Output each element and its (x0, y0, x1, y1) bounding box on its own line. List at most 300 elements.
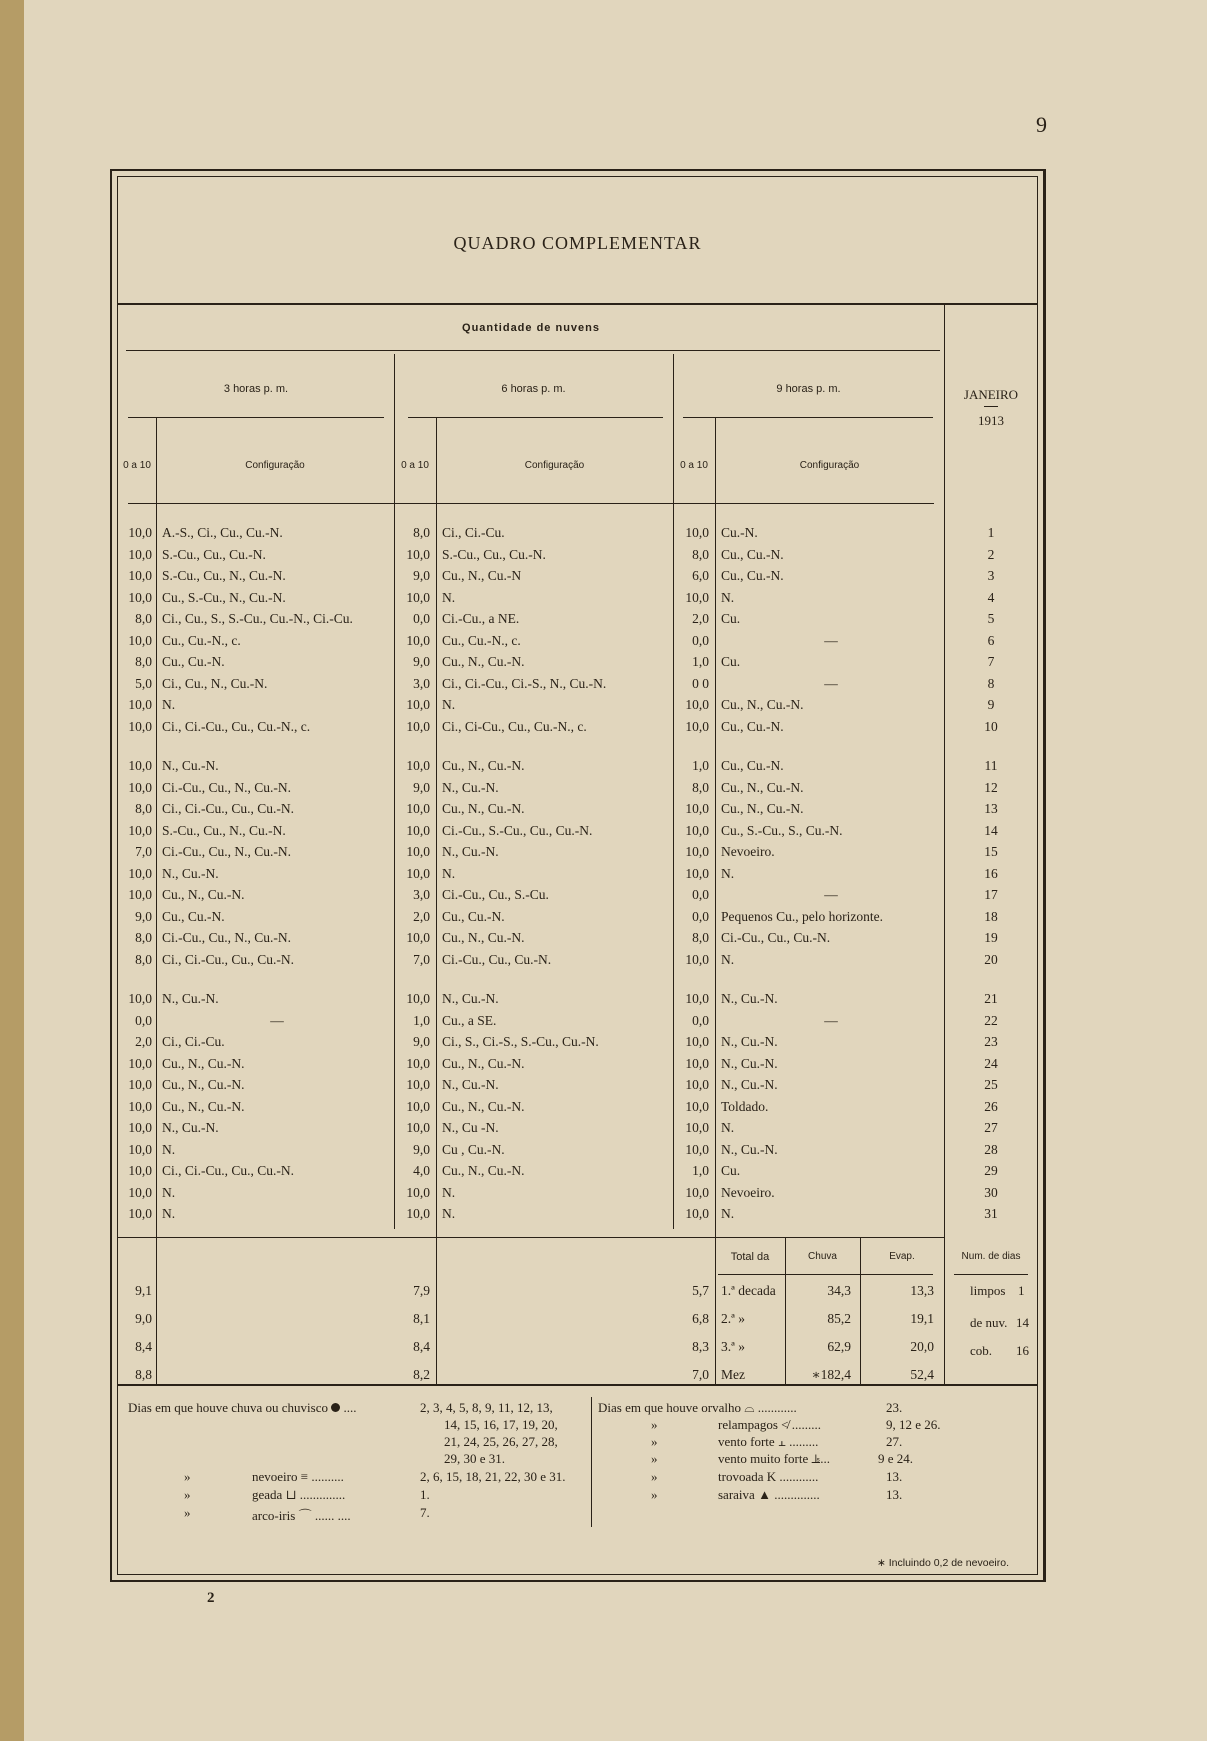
cloud-9pm: 1,0 (692, 758, 709, 773)
hail-icon: ▲ (758, 1487, 771, 1502)
period-9pm: 9 horas p. m. (776, 383, 841, 395)
config-6pm: Cu., Cu.-N., c. (442, 632, 521, 648)
cloud-3pm: 10,0 (128, 632, 152, 648)
chuva-total: ∗182,4 (811, 1367, 851, 1382)
cloud-9pm: 6,0 (692, 568, 709, 583)
cloud-3pm: 10,0 (128, 1098, 152, 1114)
cob-label: cob. (970, 1343, 993, 1358)
config-9pm: Cu., Cu.-N. (721, 568, 784, 583)
cloud-3pm: 9,0 (135, 908, 152, 924)
cloud-6pm: 10,0 (406, 865, 430, 881)
cloud-6pm: 1,0 (413, 1012, 430, 1028)
footer-center-divider (591, 1397, 592, 1527)
chuva-total: 62,9 (827, 1339, 851, 1354)
config-3pm: Cu., N., Cu.-N. (162, 1055, 245, 1071)
cloud-3pm: 8,0 (135, 801, 152, 816)
day-number: 10 (984, 718, 998, 734)
cloud-3pm: 10,0 (128, 758, 152, 773)
vento-muito-days: 9 e 24. (878, 1451, 914, 1466)
mean-6pm: 7,9 (413, 1283, 430, 1298)
ditto-mark: » (651, 1469, 658, 1484)
config-3pm: A.-S., Ci., Cu., Cu.-N. (162, 525, 283, 540)
chuva-days-line-4: 29, 30 e 31. (444, 1451, 506, 1466)
chuva-days-line-3: 21, 24, 25, 26, 27, 28, (444, 1434, 558, 1449)
table-row (118, 1185, 1038, 1206)
day-number: 30 (984, 1184, 998, 1200)
chuva-total: 34,3 (827, 1283, 851, 1298)
day-number: 25 (984, 1077, 998, 1092)
config-9pm: N., Cu.-N. (721, 1077, 778, 1092)
config-3pm: Ci., Ci.-Cu., Cu., Cu.-N. (162, 951, 295, 967)
config-9pm: Cu.-N. (721, 525, 758, 540)
config-9pm: N., Cu.-N. (721, 1034, 778, 1049)
config-6pm: Cu., N., Cu.-N. (442, 1163, 525, 1178)
table-row (118, 1013, 1038, 1034)
config-9pm: — (824, 632, 838, 648)
config-9pm: — (824, 1012, 838, 1028)
period-6pm: 6 horas p. m. (501, 383, 566, 395)
config-6pm: Cu , Cu.-N. (442, 1141, 505, 1157)
config-3pm: Cu., Cu.-N. (162, 908, 225, 924)
chuva-days-line-1: 2, 3, 4, 5, 8, 9, 11, 12, 13, (420, 1400, 553, 1415)
config-6pm: N., Cu.-N. (442, 1077, 499, 1092)
cloud-9pm: 0,0 (692, 1012, 709, 1028)
cloud-3pm: 10,0 (128, 822, 152, 838)
table-row (118, 1099, 1038, 1120)
cloud-9pm: 10,0 (685, 1077, 709, 1092)
config-6pm: N., Cu.-N. (442, 779, 499, 795)
cloud-6pm: 10,0 (406, 1098, 430, 1114)
table-row (118, 887, 1038, 908)
cloud-6pm: 10,0 (406, 801, 430, 816)
evap-total: 20,0 (910, 1339, 934, 1354)
nevoeiro-label: nevoeiro ≡ .......... (252, 1469, 344, 1484)
cloud-3pm: 10,0 (128, 589, 152, 605)
day-number: 21 (984, 991, 998, 1006)
fog-icon: ≡ (300, 1469, 309, 1484)
thunder-icon: K (766, 1469, 777, 1484)
footnote: ∗ Incluindo 0,2 de nevoeiro. (877, 1557, 1009, 1569)
strong-wind-icon: ⫠ (777, 1434, 786, 1449)
config-3pm: Cu., Cu.-N., c. (162, 632, 241, 648)
cloud-9pm: 10,0 (685, 1120, 709, 1135)
cloud-9pm: 1,0 (692, 1163, 709, 1178)
scale-header-3: 0 a 10 (680, 460, 708, 471)
cloud-9pm: 10,0 (685, 1141, 709, 1157)
table-row (118, 719, 1038, 740)
config-9pm: Cu., N., Cu.-N. (721, 779, 804, 795)
cloud-3pm: 8,0 (135, 611, 152, 626)
config-9pm: Ci.-Cu., Cu., Cu.-N. (721, 930, 831, 945)
period-3pm: 3 horas p. m. (223, 383, 289, 395)
config-9pm: Cu., Cu.-N. (721, 546, 784, 562)
cloud-6pm: 4,0 (413, 1163, 430, 1178)
cloud-3pm: 8,0 (135, 654, 152, 669)
summary-period: 3.ª » (721, 1339, 745, 1354)
config-9pm: N., Cu.-N. (721, 1055, 778, 1071)
summary-chuva-header: Chuva (808, 1251, 837, 1262)
dew-icon: ⌓ (744, 1400, 755, 1415)
mean-3pm: 8,8 (135, 1367, 152, 1382)
cloud-3pm: 10,0 (128, 991, 152, 1006)
config-3pm: Cu., N., Cu.-N. (162, 1098, 245, 1114)
config-9pm: Nevoeiro. (721, 844, 775, 859)
saraiva-days: 13. (886, 1487, 903, 1502)
table-row (118, 801, 1038, 822)
cloud-6pm: 9,0 (413, 654, 430, 669)
cloud-3pm: 2,0 (135, 1034, 152, 1049)
config-6pm: Ci., Ci.-Cu., Ci.-S., N., Cu.-N. (442, 675, 607, 691)
saraiva-label: saraiva ▲ .............. (718, 1487, 820, 1502)
geada-label: geada ⊔ .............. (252, 1487, 346, 1502)
cloud-3pm: 7,0 (135, 844, 152, 859)
summary-total-header: Total da (730, 1251, 770, 1263)
mean-3pm: 9,0 (135, 1311, 152, 1326)
config-3pm: S.-Cu., Cu., N., Cu.-N. (162, 822, 286, 838)
cloud-6pm: 8,0 (413, 525, 430, 540)
table-row (118, 654, 1038, 675)
evap-total: 52,4 (910, 1367, 934, 1382)
cloud-3pm: 10,0 (128, 1055, 152, 1071)
config-3pm: Ci.-Cu., Cu., N., Cu.-N. (162, 779, 292, 795)
cloud-3pm: 10,0 (128, 525, 152, 540)
table-row (118, 525, 1038, 546)
day-number: 15 (984, 844, 998, 859)
cloud-3pm: 10,0 (128, 568, 152, 583)
cloud-3pm: 10,0 (128, 697, 152, 712)
month-label: JANEIRO (963, 387, 1019, 402)
cloud-9pm: 10,0 (685, 991, 709, 1006)
config-6pm: Cu., N., Cu.-N. (442, 1098, 525, 1114)
cloud-9pm: 8,0 (692, 930, 709, 945)
config-9pm: N. (721, 589, 735, 605)
day-number: 23 (984, 1034, 998, 1049)
mean-9pm: 7,0 (692, 1367, 709, 1382)
cloud-9pm: 10,0 (685, 1055, 709, 1071)
cloud-9pm: 2,0 (692, 611, 709, 626)
period2-underline (408, 417, 663, 418)
config-9pm: Cu. (721, 1163, 741, 1178)
config-3pm: N. (162, 1141, 176, 1157)
config-6pm: N., Cu -N. (442, 1120, 499, 1135)
cloud-9pm: 10,0 (685, 822, 709, 838)
config-3pm: Cu., N., Cu.-N. (162, 1077, 245, 1092)
vento-forte-days: 27. (886, 1434, 903, 1449)
config-3pm: N. (162, 1184, 176, 1200)
cloud-3pm: 10,0 (128, 1206, 152, 1221)
cloud-9pm: 0 0 (692, 675, 709, 691)
cloud-6pm: 10,0 (406, 1077, 430, 1092)
day-number: 31 (984, 1206, 998, 1221)
config-3pm: N., Cu.-N. (162, 991, 219, 1006)
config-9pm: N. (721, 951, 735, 967)
table-row (118, 1120, 1038, 1141)
cloud-9pm: 0,0 (692, 632, 709, 648)
day-number: 12 (984, 779, 998, 795)
ditto-mark: » (184, 1469, 191, 1484)
config-3pm: Ci.-Cu., Cu., N., Cu.-N. (162, 930, 292, 945)
geada-days: 1. (420, 1487, 430, 1502)
orvalho-label: Dias em que houve orvalho ⌓ ............ (598, 1400, 797, 1415)
summary-top-rule (118, 1237, 944, 1238)
config-6pm: S.-Cu., Cu., Cu.-N. (442, 546, 546, 562)
cloud-3pm: 8,0 (135, 951, 152, 967)
period3-underline (683, 417, 933, 418)
config-3pm: N., Cu.-N. (162, 1120, 219, 1135)
vento-muito-label: vento muito forte ⫡... (718, 1451, 830, 1466)
cloud-6pm: 3,0 (413, 675, 430, 691)
gale-icon: ⫡ (811, 1451, 821, 1466)
cloud-3pm: 10,0 (128, 1163, 152, 1178)
cloud-6pm: 10,0 (406, 589, 430, 605)
chuva-days-label: Dias em que houve chuva ou chuvisco .... (128, 1400, 357, 1415)
mean-6pm: 8,4 (413, 1339, 430, 1354)
summary-period: 1.ª decada (721, 1283, 776, 1298)
cloud-6pm: 10,0 (406, 632, 430, 648)
cloud-6pm: 10,0 (406, 718, 430, 734)
nuv-label: de nuv. (970, 1315, 1008, 1330)
arco-label: arco-iris ⌒ ...... .... (252, 1508, 351, 1523)
trovoada-label: trovoada K ............ (718, 1469, 819, 1484)
config-header-3: Configuração (799, 460, 860, 471)
config-3pm: Ci., Cu., S., S.-Cu., Cu.-N., Ci.-Cu. (162, 611, 353, 626)
config-9pm: Cu. (721, 654, 741, 669)
cloud-9pm: 0,0 (692, 908, 709, 924)
config-6pm: Cu., Cu.-N. (442, 908, 505, 924)
day-number: 18 (984, 908, 998, 924)
config-3pm: N., Cu.-N. (162, 865, 219, 881)
cloud-6pm: 10,0 (406, 1055, 430, 1071)
cloud-9pm: 10,0 (685, 1184, 709, 1200)
config-6pm: Cu., N., Cu.-N (442, 568, 522, 583)
summary-row (118, 1283, 944, 1304)
summary-evap-header: Evap. (889, 1251, 915, 1262)
cloud-6pm: 9,0 (413, 779, 430, 795)
summary-num-underline (954, 1274, 1028, 1275)
cloud-6pm: 10,0 (406, 1184, 430, 1200)
mean-6pm: 8,1 (413, 1311, 430, 1326)
evap-total: 13,3 (910, 1283, 934, 1298)
cloud-3pm: 10,0 (128, 887, 152, 902)
table-row (118, 930, 1038, 951)
config-3pm: N. (162, 697, 176, 712)
cloud-3pm: 10,0 (128, 1120, 152, 1135)
cloud-9pm: 1,0 (692, 654, 709, 669)
config-6pm: N. (442, 1184, 456, 1200)
cloud-6pm: 10,0 (406, 1120, 430, 1135)
config-9pm: Cu., N., Cu.-N. (721, 697, 804, 712)
mean-9pm: 5,7 (692, 1283, 709, 1298)
config-6pm: N. (442, 589, 456, 605)
table-row (118, 590, 1038, 611)
summary-period: 2.ª » (721, 1311, 745, 1326)
day-number: 24 (984, 1055, 998, 1071)
config-6pm: Cu., a SE. (442, 1012, 497, 1028)
cloud-9pm: 10,0 (685, 697, 709, 712)
year-label: 1913 (978, 413, 1004, 428)
column-header-underline (128, 503, 934, 504)
config-3pm: S.-Cu., Cu., N., Cu.-N. (162, 568, 286, 583)
config-6pm: Ci., S., Ci.-S., S.-Cu., Cu.-N. (442, 1034, 599, 1049)
summary-row (118, 1311, 944, 1332)
config-6pm: Cu., N., Cu.-N. (442, 1055, 525, 1071)
cloud-3pm: 5,0 (135, 675, 152, 691)
group-underline (126, 350, 940, 351)
config-header-1: Configuração (245, 460, 305, 471)
rainbow-icon: ⌒ (298, 1508, 312, 1523)
footer-divider (118, 1384, 1037, 1386)
config-6pm: N. (442, 697, 456, 712)
config-3pm: Ci., Ci.-Cu. (162, 1034, 225, 1049)
page-number: 9 (1036, 112, 1047, 137)
cloud-6pm: 9,0 (413, 1034, 430, 1049)
config-6pm: Ci., Ci.-Cu. (442, 525, 505, 540)
table-row (118, 952, 1038, 973)
config-9pm: Cu., Cu.-N. (721, 718, 784, 734)
config-3pm: Cu., N., Cu.-N. (162, 887, 245, 902)
mean-3pm: 8,4 (135, 1339, 152, 1354)
cloud-6pm: 0,0 (413, 611, 430, 626)
config-6pm: N. (442, 1206, 456, 1221)
table-row (118, 568, 1038, 589)
summary-header-underline (718, 1274, 933, 1275)
mean-9pm: 8,3 (692, 1339, 709, 1354)
config-6pm: N. (442, 865, 456, 881)
config-9pm: N., Cu.-N. (721, 991, 778, 1006)
table-inner (117, 176, 1038, 1575)
cloud-6pm: 10,0 (406, 822, 430, 838)
cloud-6pm: 9,0 (413, 1141, 430, 1157)
config-6pm: N., Cu.-N. (442, 991, 499, 1006)
ditto-mark: » (184, 1487, 191, 1502)
config-6pm: Cu., N., Cu.-N. (442, 758, 525, 773)
day-number: 2 (987, 546, 995, 562)
config-9pm: N. (721, 1206, 735, 1221)
cloud-6pm: 10,0 (406, 758, 430, 773)
sheet-number: 2 (207, 1590, 215, 1606)
day-number: 7 (987, 654, 995, 669)
cloud-3pm: 10,0 (128, 865, 152, 881)
config-6pm: Ci.-Cu., a NE. (442, 611, 520, 626)
day-number: 8 (987, 675, 995, 691)
day-number: 5 (987, 611, 995, 626)
chuva-days-line-2: 14, 15, 16, 17, 19, 20, (444, 1417, 558, 1432)
cloud-9pm: 8,0 (692, 779, 709, 795)
arco-days: 7. (420, 1505, 430, 1520)
summary-row (118, 1339, 944, 1360)
table-row (118, 844, 1038, 865)
trovoada-days: 13. (886, 1469, 903, 1484)
lightning-icon: ≮ (781, 1417, 789, 1432)
frost-icon: ⊔ (285, 1487, 297, 1502)
table-row (118, 823, 1038, 844)
cloud-6pm: 10,0 (406, 991, 430, 1006)
config-3pm: Ci., Ci.-Cu., Cu., Cu.-N., c. (162, 718, 311, 734)
cloud-3pm: 10,0 (128, 1141, 152, 1157)
scale-header-1: 0 a 10 (123, 460, 151, 471)
day-number: 1 (987, 525, 995, 540)
day-number: 22 (984, 1012, 998, 1028)
table-frame (110, 169, 1046, 1582)
evap-total: 19,1 (910, 1311, 934, 1326)
cob-value: 16 (1016, 1343, 1029, 1358)
config-6pm: Ci.-Cu., S.-Cu., Cu., Cu.-N. (442, 822, 593, 838)
drizzle-icon (331, 1403, 340, 1412)
nuv-value: 14 (1016, 1315, 1029, 1330)
config-6pm: Ci.-Cu., Cu., Cu.-N. (442, 951, 552, 967)
config-9pm: — (824, 887, 838, 902)
config-3pm: Ci.-Cu., Cu., N., Cu.-N. (162, 844, 292, 859)
period1-underline (128, 417, 384, 418)
cloud-6pm: 10,0 (406, 697, 430, 712)
table-row (118, 547, 1038, 568)
table-row (118, 1056, 1038, 1077)
group-header: Quantidade de nuvens (462, 322, 600, 334)
day-number: 6 (987, 632, 995, 648)
page (24, 0, 1207, 1741)
day-number: 20 (984, 951, 998, 967)
cloud-6pm: 2,0 (413, 908, 430, 924)
summary-num-header: Num. de dias (961, 1251, 1021, 1262)
cloud-9pm: 10,0 (685, 525, 709, 540)
table-row (118, 758, 1038, 779)
config-9pm: Cu., N., Cu.-N. (721, 801, 804, 816)
relampagos-days: 9, 12 e 26. (886, 1417, 941, 1432)
config-3pm: S.-Cu., Cu., Cu.-N. (162, 546, 266, 562)
orvalho-days: 23. (886, 1400, 903, 1415)
cloud-6pm: 10,0 (406, 844, 430, 859)
cloud-9pm: 10,0 (685, 718, 709, 734)
day-number: 9 (987, 697, 995, 712)
config-3pm: N., Cu.-N. (162, 758, 219, 773)
day-number: 4 (987, 589, 995, 605)
config-6pm: Ci., Ci-Cu., Cu., Cu.-N., c. (442, 718, 587, 734)
cloud-9pm: 10,0 (685, 801, 709, 816)
config-header-2: Configuração (524, 460, 585, 471)
config-6pm: Cu., N., Cu.-N. (442, 930, 525, 945)
config-6pm: N., Cu.-N. (442, 844, 499, 859)
table-title: QUADRO COMPLEMENTAR (453, 233, 702, 253)
cloud-6pm: 10,0 (406, 546, 430, 562)
ditto-mark: » (651, 1417, 658, 1432)
cloud-9pm: 10,0 (685, 951, 709, 967)
config-9pm: N. (721, 1120, 735, 1135)
config-6pm: Ci.-Cu., Cu., S.-Cu. (442, 887, 549, 902)
cloud-9pm: 10,0 (685, 1098, 709, 1114)
table-row (118, 633, 1038, 654)
scale-header-2: 0 a 10 (401, 460, 429, 471)
config-9pm: Toldado. (721, 1098, 769, 1114)
ditto-mark: » (651, 1451, 658, 1466)
table-row (118, 1034, 1038, 1055)
table-row (118, 1163, 1038, 1184)
table-row (118, 909, 1038, 930)
config-9pm: Cu., Cu.-N. (721, 758, 784, 773)
day-number: 26 (984, 1098, 998, 1114)
config-3pm: Ci., Ci.-Cu., Cu., Cu.-N. (162, 1163, 295, 1178)
ditto-mark: » (184, 1505, 191, 1520)
config-3pm: N. (162, 1206, 176, 1221)
mean-6pm: 8,2 (413, 1367, 430, 1382)
cloud-9pm: 10,0 (685, 1206, 709, 1221)
limpos-label: limpos (970, 1283, 1006, 1298)
cloud-6pm: 7,0 (413, 951, 430, 967)
cloud-6pm: 10,0 (406, 1206, 430, 1221)
ditto-mark: » (651, 1434, 658, 1449)
config-9pm: Pequenos Cu., pelo horizonte. (721, 908, 883, 924)
cloud-3pm: 10,0 (128, 1077, 152, 1092)
day-number: 13 (984, 801, 998, 816)
